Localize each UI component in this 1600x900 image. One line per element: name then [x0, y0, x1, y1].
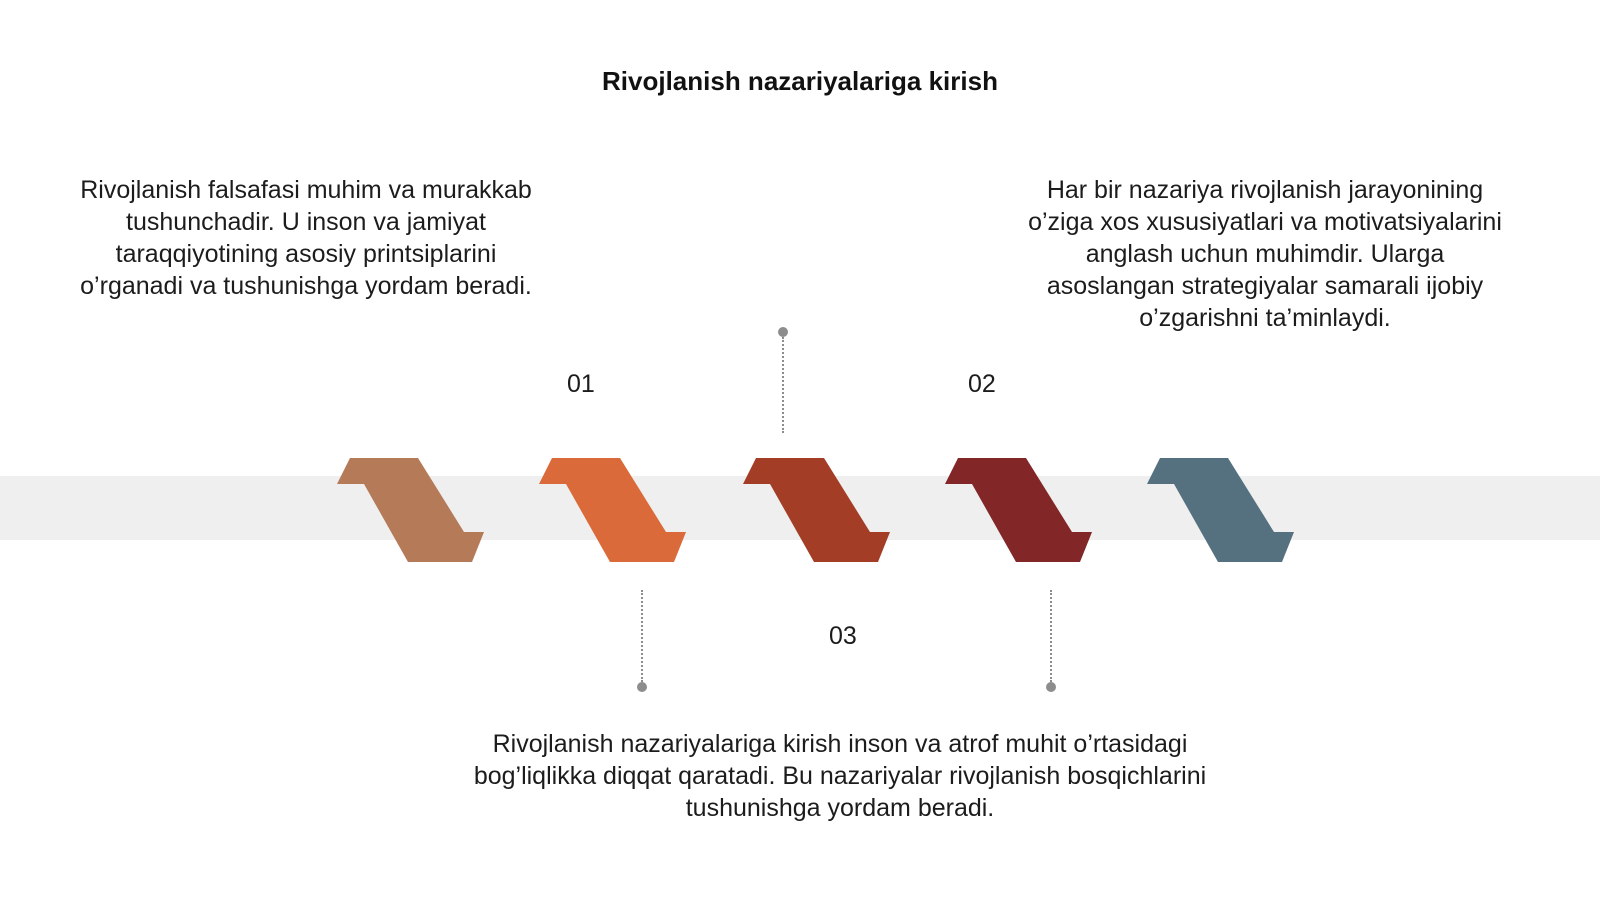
step-03-number: 03	[829, 622, 857, 650]
step-03-text: Rivojlanish nazariyalariga kirish inson va atrof muhit o’rtasidagi bog’liqlikka diqqat qaratadi. Bu nazariyalar rivojlanish bosqichlarini tushunishga yordam beradi.	[473, 730, 1207, 822]
connector-line-top	[782, 337, 784, 433]
connector-dot-top	[778, 327, 788, 337]
chevron-2	[539, 458, 686, 562]
chevron-4	[945, 458, 1092, 562]
chevron-5	[1147, 458, 1294, 562]
step-02-text: Har bir nazariya rivojlanish jarayonining o’ziga xos xususiyatlari va motivatsiyalarini anglash uchun muhimdir. Ularga asoslangan strategiyalar samarali ijobiy o’zgarishni ta’minlaydi.	[1028, 176, 1502, 332]
step-01-number: 01	[567, 370, 595, 398]
slide-title: Rivojlanish nazariyalariga kirish	[602, 66, 998, 96]
connector-line-bottom-right	[1050, 590, 1052, 682]
connector-dot-bottom-left	[637, 682, 647, 692]
chevron-1	[337, 458, 484, 562]
connector-dot-bottom-right	[1046, 682, 1056, 692]
step-01-text: Rivojlanish falsafasi muhim va murakkab tushunchadir. U inson va jamiyat taraqqiyotining asosiy printsiplarini o’rganadi va tushunishga yordam beradi.	[80, 176, 532, 300]
connector-line-bottom-left	[641, 590, 643, 682]
step-02-number: 02	[968, 370, 996, 398]
chevron-3	[743, 458, 890, 562]
